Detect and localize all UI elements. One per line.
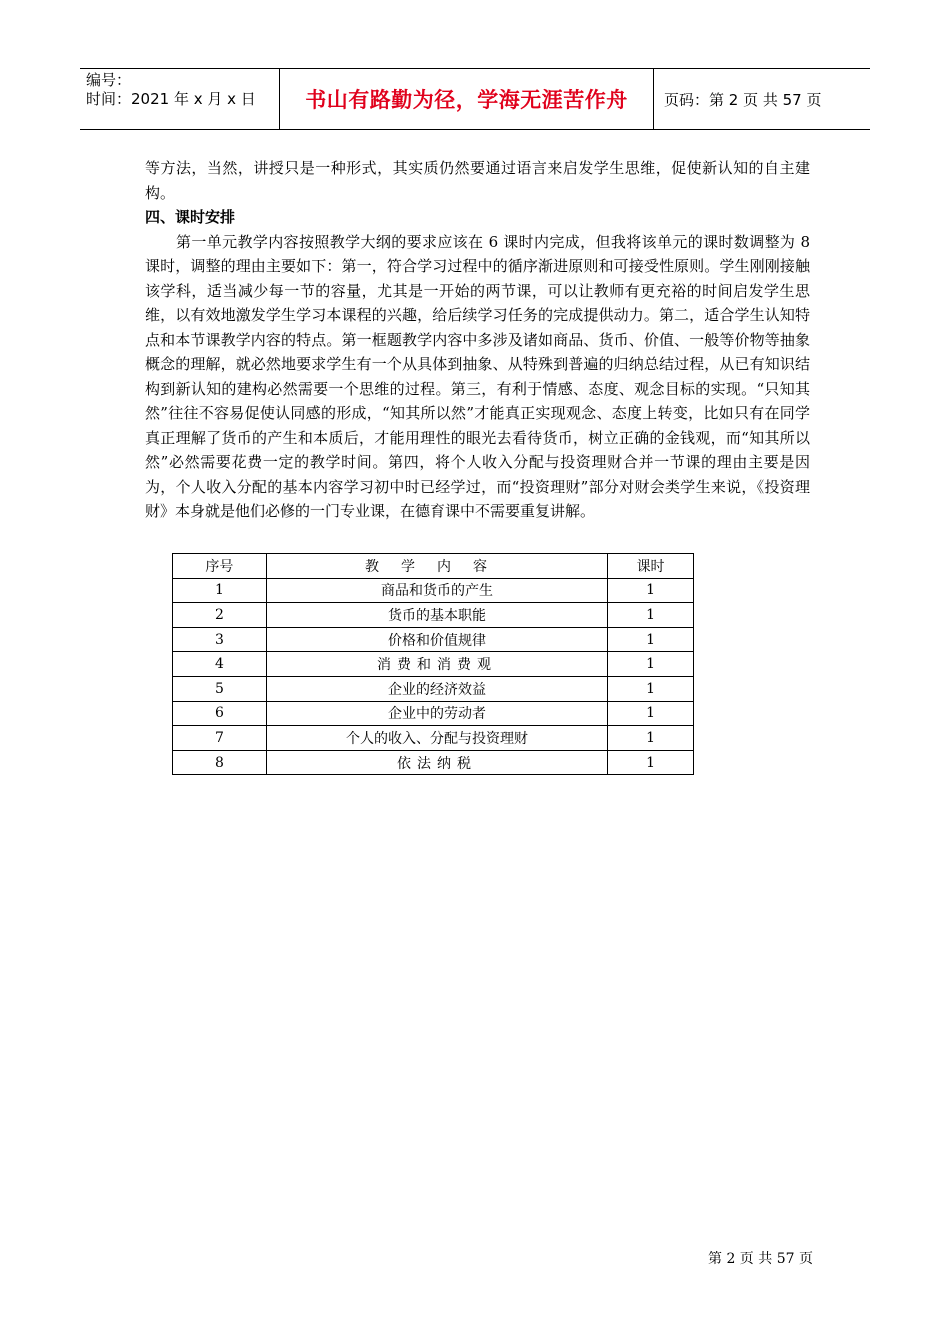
- document-body: [145, 156, 810, 524]
- cell-hours: 1: [608, 750, 694, 775]
- cell-content: 消费和消费观: [266, 652, 607, 677]
- paragraph-continued: 等方法，当然，讲授只是一种形式，其实质仍然要通过语言来启发学生思维，促使新认知的自主建构。: [145, 159, 810, 202]
- paragraph-main: 第一单元教学内容按照教学大纲的要求应该在 6 课时内完成，但我将该单元的课时数调整为 8 课时，调整的理由主要如下：第一，符合学习过程中的循序渐进原则和可接受性原则。学生刚刚接触该学科，适当减少每一节的容量，尤其是一开始的两节课，可以让教师有更充裕的时间启发学生思维，以有效地激发学生学习本课程的兴趣，给后续学习任务的完成提供动力。第二，适合学生认知特点和本节课教学内容的特点。第一框题教学内容中多涉及诸如商品、货币、价值、一般等价物等抽象概念的理解，就必然地要求学生有一个从具体到抽象、从特殊到普遍的归纳总结过程，从已有知识结构到新认知的建构必然需要一个思维的过程。第三，有利于情感、态度、观念目标的实现。“只知其然”往往不容易促使认同感的形成，“知其所以然”才能真正实现观念、态度上转变，比如只有在同学真正理解了货币的产生和本质后，才能用理性的眼光去看待货币，树立正确的金钱观，而“知其所以然”必然需要花费一定的教学时间。第四，将个人收入分配与投资理财合并一节课的理由主要是因为，个人收入分配的基本内容学习初中时已经学过，而“投资理财”部分对财会类学生来说，《投资理财》本身就是他们必修的一门专业课，在德育课中不需要重复讲解。: [145, 232, 810, 520]
- cell-number: 5: [173, 676, 267, 701]
- header-cell-number: 序号: [173, 554, 267, 579]
- cell-hours: 1: [608, 578, 694, 603]
- header-number-label: 编号：: [86, 71, 132, 89]
- page-header: [80, 68, 870, 130]
- table-row: [173, 578, 694, 603]
- cell-number: 7: [173, 726, 267, 751]
- cell-content: 依法纳税: [266, 750, 607, 775]
- table-row: [173, 701, 694, 726]
- header-cell-content: 教学内容: [266, 554, 607, 579]
- header-meta: [80, 69, 280, 129]
- header-motto: 书山有路勤为径，学海无涯苦作舟: [280, 69, 654, 129]
- schedule-table: [172, 553, 694, 775]
- cell-content: 企业中的劳动者: [266, 701, 607, 726]
- table-row: [173, 750, 694, 775]
- cell-hours: 1: [608, 652, 694, 677]
- cell-number: 6: [173, 701, 267, 726]
- cell-hours: 1: [608, 701, 694, 726]
- cell-hours: 1: [608, 603, 694, 628]
- cell-hours: 1: [608, 726, 694, 751]
- cell-content: 企业的经济效益: [266, 676, 607, 701]
- header-cell-hours: 课时: [608, 554, 694, 579]
- table-row: [173, 676, 694, 701]
- cell-hours: 1: [608, 627, 694, 652]
- cell-content: 商品和货币的产生: [266, 578, 607, 603]
- cell-number: 1: [173, 578, 267, 603]
- table-row: [173, 726, 694, 751]
- cell-hours: 1: [608, 676, 694, 701]
- table-row: [173, 652, 694, 677]
- cell-number: 4: [173, 652, 267, 677]
- cell-content: 货币的基本职能: [266, 603, 607, 628]
- cell-number: 8: [173, 750, 267, 775]
- cell-content: 个人的收入、分配与投资理财: [266, 726, 607, 751]
- header-time-label: 时间：2021 年 x 月 x 日: [86, 90, 256, 108]
- table-row: [173, 627, 694, 652]
- section-title: 四、课时安排: [145, 208, 236, 226]
- table-header-row: [173, 554, 694, 579]
- cell-content: 价格和价值规律: [266, 627, 607, 652]
- page-footer: 第 2 页 共 57 页: [708, 1251, 813, 1267]
- cell-number: 3: [173, 627, 267, 652]
- header-page-info: 页码：第 2 页 共 57 页: [664, 90, 822, 109]
- table-row: [173, 603, 694, 628]
- cell-number: 2: [173, 603, 267, 628]
